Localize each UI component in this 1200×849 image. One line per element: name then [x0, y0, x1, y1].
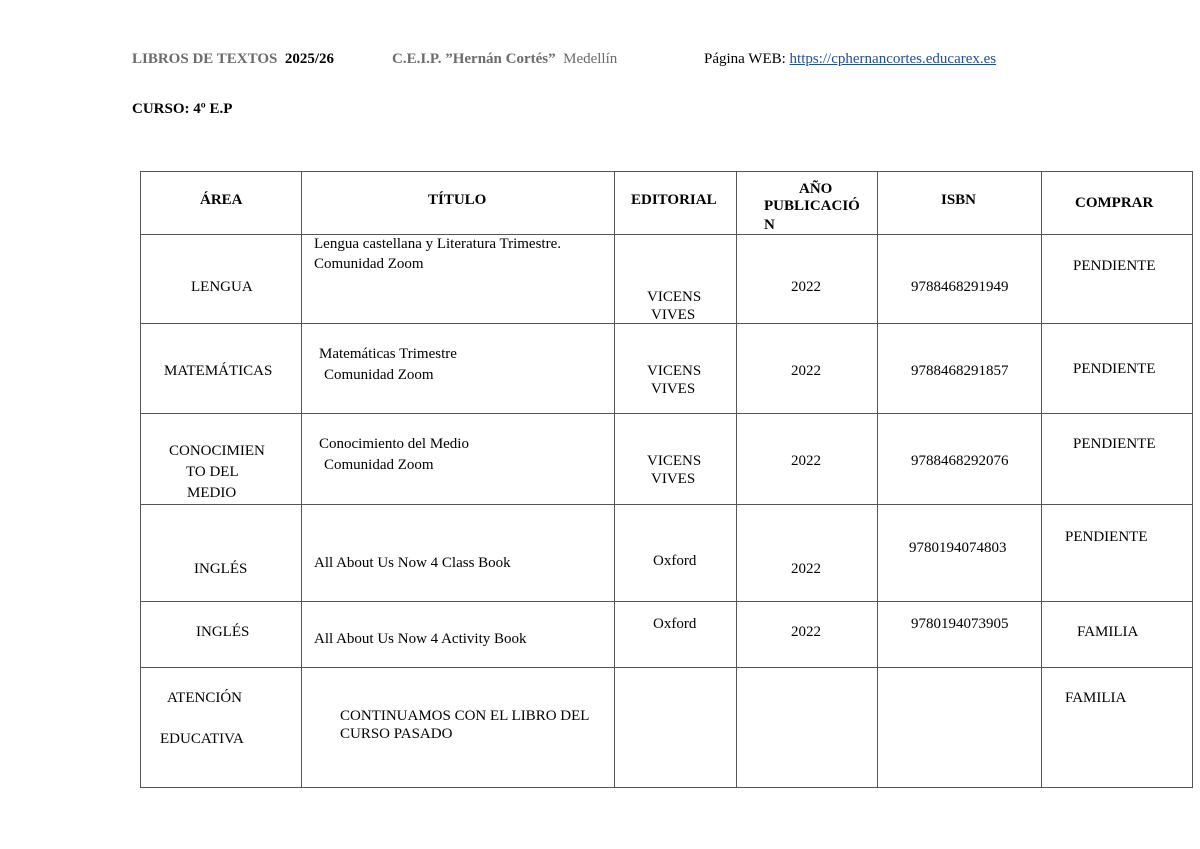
cell-isbn: [878, 602, 1042, 668]
anio-text: 2022: [791, 624, 821, 640]
cell-editorial: [615, 235, 737, 324]
comprar-status: PENDIENTE: [1073, 361, 1156, 377]
cell-titulo: [302, 235, 615, 324]
cell-anio: [737, 235, 878, 324]
header-anio-line1: AÑO: [799, 181, 833, 197]
area-text: INGLÉS: [194, 561, 248, 577]
area-line1: ATENCIÓN: [167, 690, 242, 706]
cell-anio: [737, 505, 878, 602]
cell-isbn: [878, 235, 1042, 324]
table-row: [141, 602, 1193, 668]
table-header-row: [141, 172, 1193, 235]
cell-comprar: [1042, 324, 1193, 414]
cell-area: [141, 414, 302, 505]
titulo-line1: Matemáticas Trimestre: [319, 346, 457, 362]
header-comprar: [1042, 172, 1193, 235]
school-year: 2025/26: [284, 51, 335, 67]
cell-comprar: [1042, 505, 1193, 602]
editorial-line1: VICENS: [647, 289, 702, 305]
anio-text: 2022: [791, 453, 821, 469]
titulo-line1: All About Us Now 4 Class Book: [314, 555, 511, 571]
cell-titulo: [302, 602, 615, 668]
titulo-line1: CONTINUAMOS CON EL LIBRO DEL: [340, 708, 590, 724]
header-comprar-label: COMPRAR: [1075, 195, 1154, 211]
editorial-line1: VICENS: [647, 363, 702, 379]
header-titulo: [302, 172, 615, 235]
titulo-line1: Conocimiento del Medio: [319, 436, 469, 452]
header-anio: [737, 172, 878, 235]
header-anio-line2: PUBLICACIÓ: [764, 198, 860, 214]
cell-isbn: [878, 668, 1042, 788]
area-text: LENGUA: [191, 279, 253, 295]
doc-title: [132, 51, 334, 68]
comprar-status: PENDIENTE: [1073, 436, 1156, 452]
cell-area: [141, 235, 302, 324]
cell-area: [141, 602, 302, 668]
cell-anio: [737, 324, 878, 414]
anio-text: 2022: [791, 561, 821, 577]
web-label: Página WEB:: [704, 51, 786, 67]
editorial-line2: VIVES: [651, 307, 696, 323]
header-editorial-label: EDITORIAL: [631, 192, 717, 208]
cell-editorial: [615, 414, 737, 505]
table-row: [141, 235, 1193, 324]
titulo-line1: Lengua castellana y Literatura Trimestre.: [314, 236, 561, 252]
header-titulo-label: TÍTULO: [428, 192, 487, 208]
comprar-status: PENDIENTE: [1073, 258, 1156, 274]
editorial-line1: Oxford: [653, 616, 697, 632]
isbn-text: 9788468292076: [911, 453, 1009, 469]
doc-title-text: LIBROS DE TEXTOS: [132, 51, 278, 67]
editorial-line1: Oxford: [653, 553, 697, 569]
cell-comprar: [1042, 668, 1193, 788]
textbooks-table: [140, 171, 1193, 788]
header-isbn: [878, 172, 1042, 235]
header-area-label: ÁREA: [200, 192, 243, 208]
cell-area: [141, 505, 302, 602]
header-anio-line3: N: [764, 217, 775, 233]
titulo-line2: Comunidad Zoom: [324, 457, 434, 473]
school-name: [392, 51, 617, 68]
anio-text: 2022: [791, 279, 821, 295]
cell-isbn: [878, 505, 1042, 602]
cell-titulo: [302, 324, 615, 414]
area-text: INGLÉS: [196, 624, 250, 640]
cell-editorial: [615, 668, 737, 788]
isbn-text: 9788468291949: [911, 279, 1009, 295]
cell-titulo: [302, 414, 615, 505]
cell-titulo: [302, 668, 615, 788]
table-row: [141, 414, 1193, 505]
cell-editorial: [615, 505, 737, 602]
cell-area: [141, 668, 302, 788]
titulo-line1: All About Us Now 4 Activity Book: [314, 631, 527, 647]
header-area: [141, 172, 302, 235]
titulo-line2: CURSO PASADO: [340, 726, 453, 742]
area-text: MATEMÁTICAS: [164, 363, 273, 379]
header-isbn-label: ISBN: [941, 192, 977, 208]
isbn-text: 9780194073905: [911, 616, 1009, 632]
titulo-line2: Comunidad Zoom: [324, 367, 434, 383]
cell-anio: [737, 668, 878, 788]
area-line2: TO DEL: [186, 464, 239, 480]
isbn-text: 9788468291857: [911, 363, 1009, 379]
table-row: [141, 324, 1193, 414]
table-row: [141, 505, 1193, 602]
cell-comprar: [1042, 602, 1193, 668]
anio-text: 2022: [791, 363, 821, 379]
comprar-status: FAMILIA: [1065, 690, 1127, 706]
cell-anio: [737, 602, 878, 668]
course-label: CURSO: 4º E.P: [132, 101, 233, 117]
web-info: [704, 51, 996, 68]
area-line1: CONOCIMIEN: [169, 443, 265, 459]
school-city: Medellín: [563, 51, 618, 67]
web-link[interactable]: https://cphernancortes.educarex.es: [789, 51, 997, 67]
comprar-status: PENDIENTE: [1065, 529, 1148, 545]
isbn-text: 9780194074803: [909, 540, 1007, 556]
editorial-line1: VICENS: [647, 453, 702, 469]
area-line2: EDUCATIVA: [160, 731, 244, 747]
editorial-line2: VIVES: [651, 381, 696, 397]
cell-anio: [737, 414, 878, 505]
header-editorial: [615, 172, 737, 235]
cell-isbn: [878, 414, 1042, 505]
cell-comprar: [1042, 235, 1193, 324]
school-name-text: C.E.I.P. ”Hernán Cortés”: [392, 51, 556, 67]
titulo-line2: Comunidad Zoom: [314, 256, 424, 272]
cell-area: [141, 324, 302, 414]
cell-editorial: [615, 602, 737, 668]
cell-titulo: [302, 505, 615, 602]
table-row: [141, 668, 1193, 788]
comprar-status: FAMILIA: [1077, 624, 1139, 640]
cell-editorial: [615, 324, 737, 414]
area-line3: MEDIO: [187, 485, 237, 501]
editorial-line2: VIVES: [651, 471, 696, 487]
cell-isbn: [878, 324, 1042, 414]
cell-comprar: [1042, 414, 1193, 505]
